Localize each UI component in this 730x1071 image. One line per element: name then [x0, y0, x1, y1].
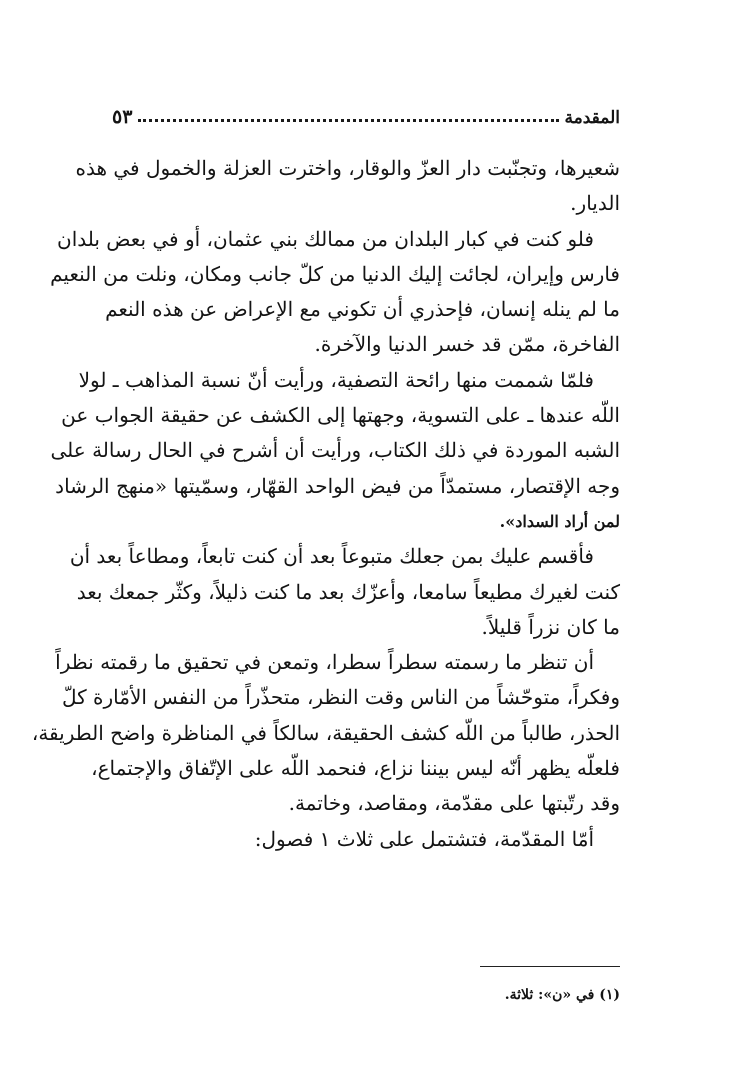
text-line: وقد رتّبتها على مقدّمة، ومقاصد، وخاتمة.	[288, 791, 620, 816]
text-line: وجه الإقتصار، مستمدّاً من فيض الواحد القهّار، وسمّيتها «منهج الرشاد	[55, 473, 620, 498]
page-number: ٥٣	[112, 106, 133, 128]
text-line: كنت لغيرك مطيعاً سامعا، وأعزّك بعد ما كنت ذليلاً، وكثّر جمعك بعد	[76, 579, 620, 604]
section-title: المقدمة	[564, 108, 620, 128]
leader-dots	[138, 119, 558, 122]
main-text	[31, 151, 620, 857]
text-line: وفكراً، متوحّشاً من الناس وقت النظر، متحذّراً من النفس الأمّارة كلّ	[61, 685, 620, 710]
text-line: فارس وإيران، لجائت إليك الدنيا من كلّ جانب ومكان، ونلت من النعيم	[50, 261, 620, 286]
footnote-divider	[480, 966, 620, 967]
running-header	[112, 98, 620, 128]
text-line: الفاخرة، ممّن قد خسر الدنيا والآخرة.	[314, 332, 620, 357]
text-line: أن تنظر ما رسمته سطراً سطرا، وتمعن في تحقيق ما رقمته نظراً	[55, 650, 594, 675]
text-line: فلو كنت في كبار البلدان من ممالك بني عثمان، أو في بعض بلدان	[57, 226, 594, 251]
text-line: فلعلّه يظهر أنّه ليس بيننا نزاع، فنحمد اللّه على الإتّفاق والإجتماع،	[91, 756, 620, 781]
text-line: ما كان نزراً قليلاً.	[481, 614, 620, 639]
text-line: الحذر، طالباً من اللّه كشف الحقيقة، سالكاً في المناظرة واضح الطريقة،	[31, 720, 620, 745]
text-line: الديار.	[570, 191, 620, 216]
text-line: ما لم ينله إنسان، فإحذري أن تكوني مع الإعراض عن هذه النعم	[105, 297, 620, 322]
text-line: شعيرها، وتجنّبت دار العزّ والوقار، واخترت العزلة والخمول في هذه	[75, 156, 620, 180]
text-line: فلمّا شممت منها رائحة التصفية، ورأيت أنّ نسبة المذاهب ـ لولا	[78, 367, 594, 392]
footnote: (١) في «ن»: ثلاثة.	[504, 987, 620, 1003]
text-line: لمن أراد السداد».	[499, 511, 620, 531]
text-line: فأقسم عليك بمن جعلك متبوعاً بعد أن كنت تابعاً، ومطاعاً بعد أن	[69, 544, 594, 569]
text-line: أمّا المقدّمة، فتشتمل على ثلاث ١ فصول:	[254, 826, 594, 851]
text-line: اللّه عندها ـ على التسوية، وجهتها إلى الكشف عن حقيقة الجواب عن	[61, 403, 620, 428]
text-line: الشبه الموردة في ذلك الكتاب، ورأيت أن أشرح في الحال رسالة على	[50, 438, 620, 463]
